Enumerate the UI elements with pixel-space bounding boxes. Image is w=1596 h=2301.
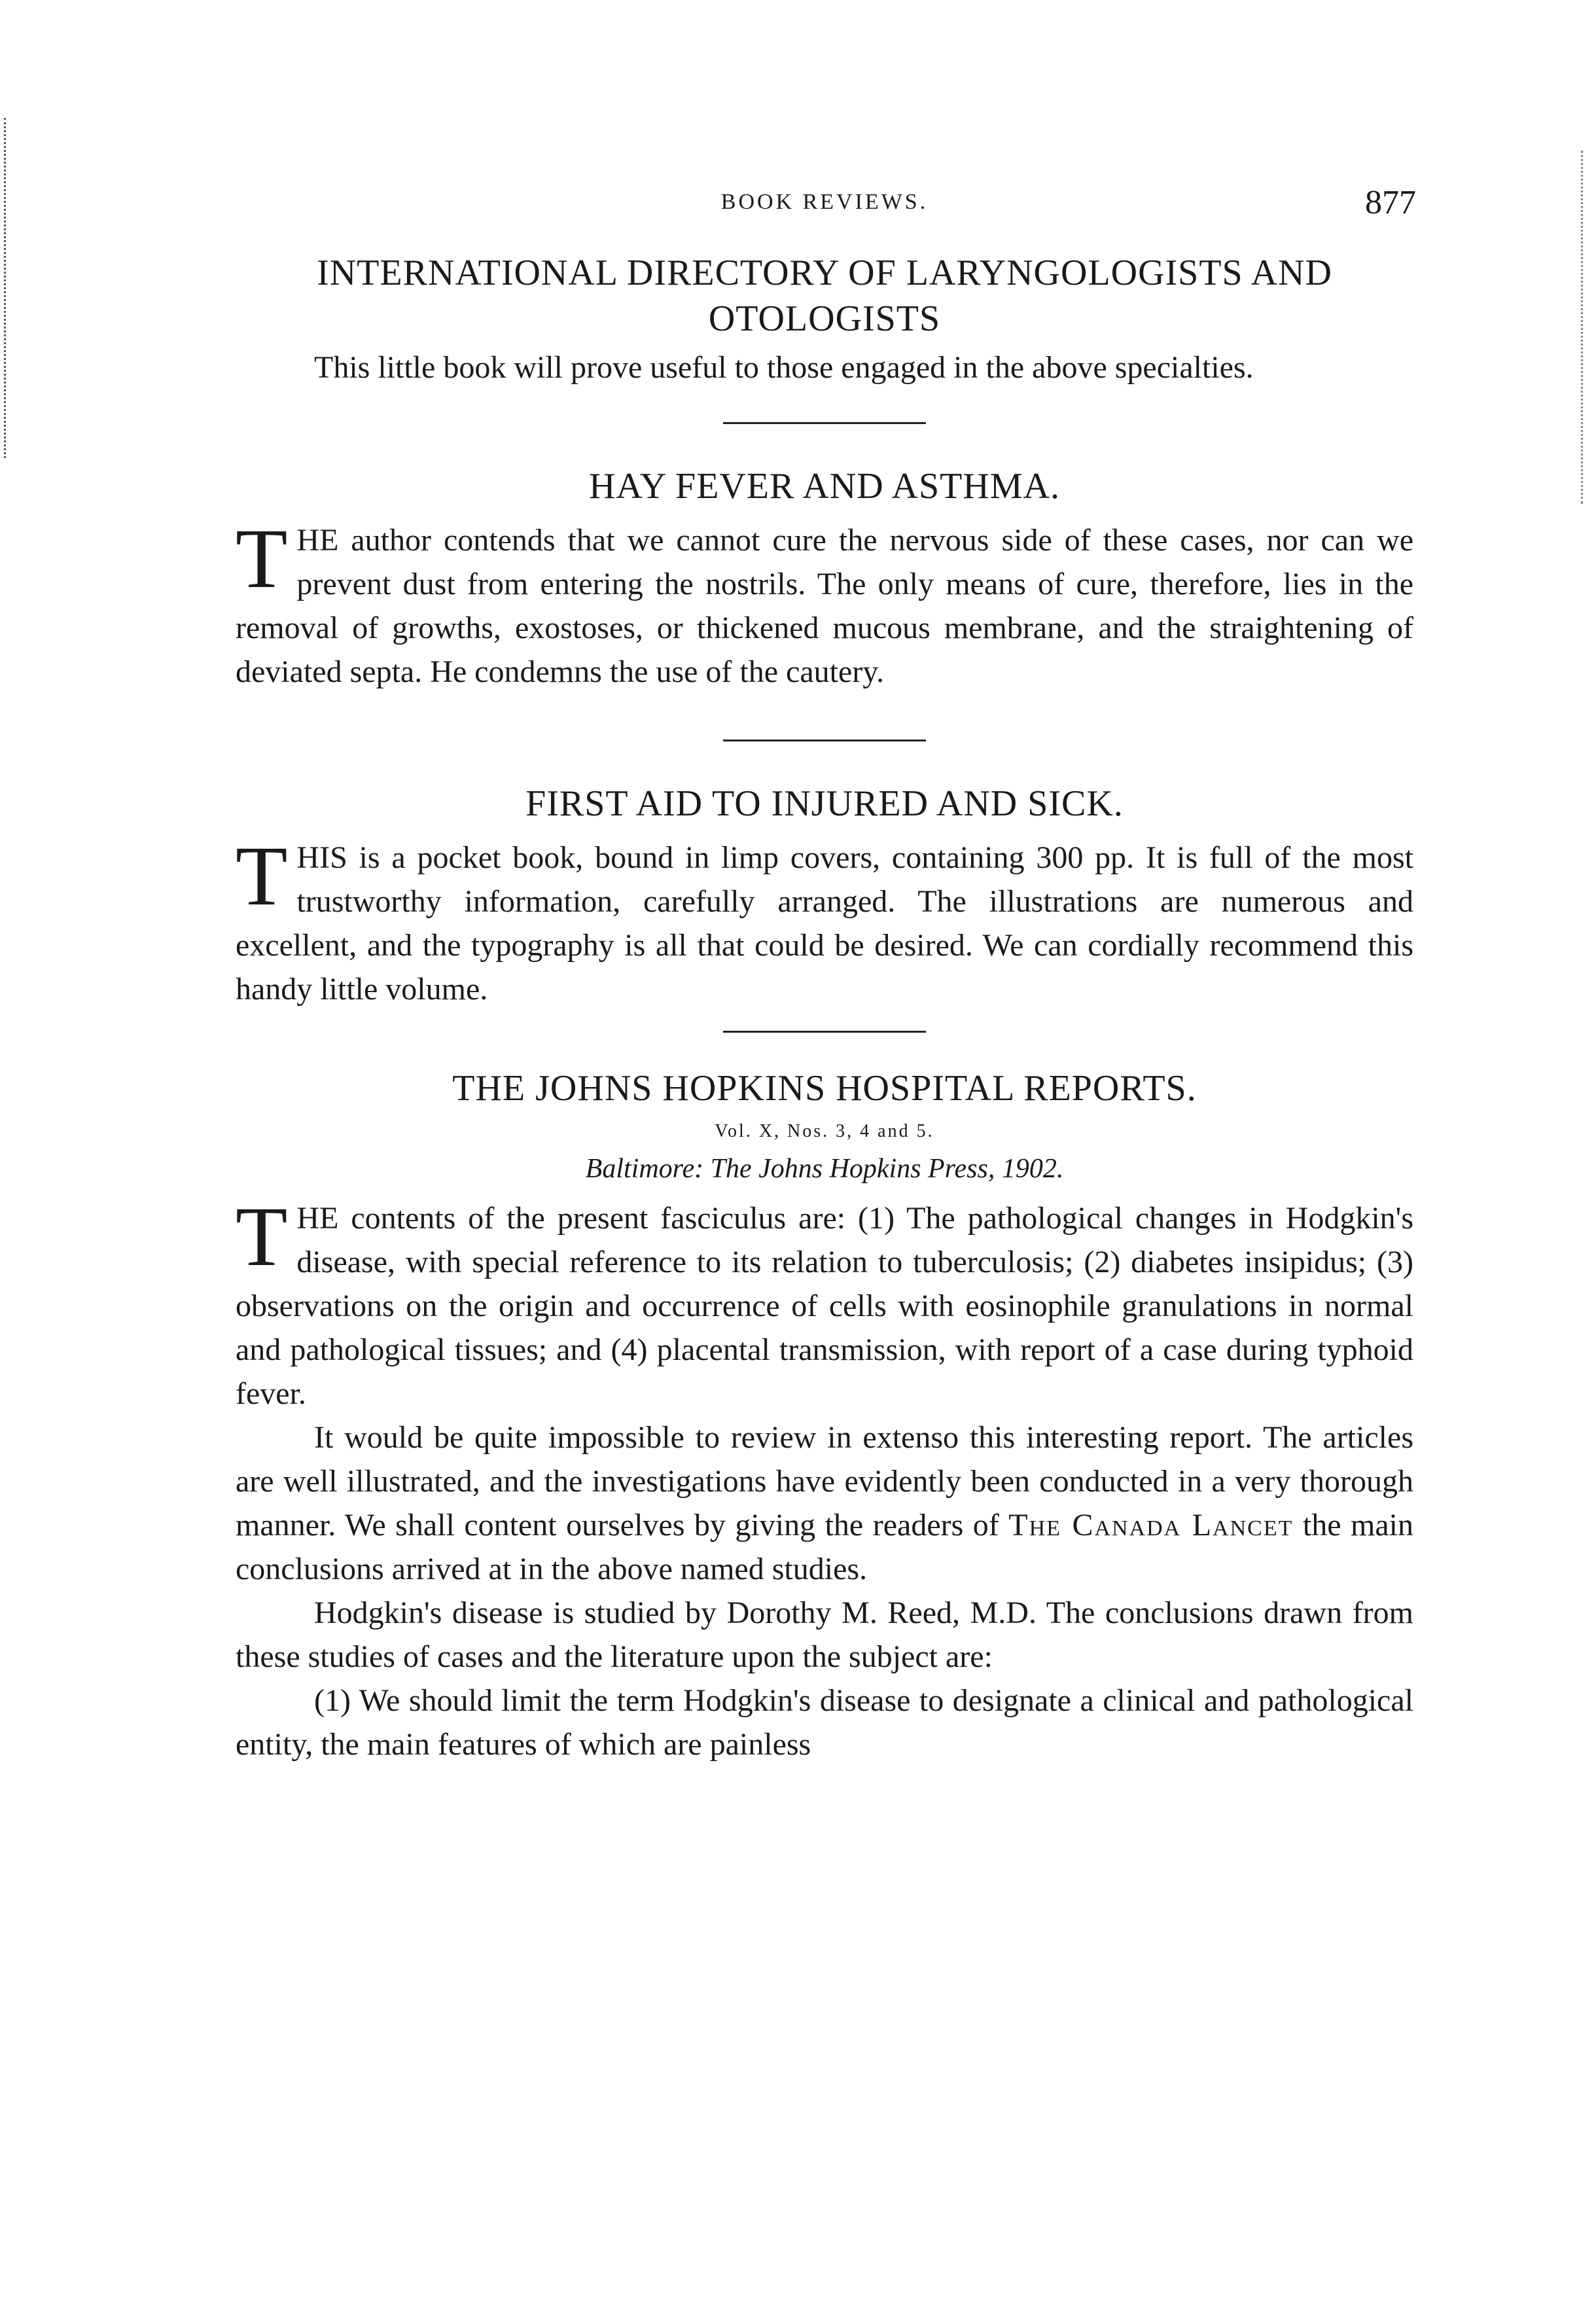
section-body: This little book will prove useful to those engaged in the above specialties.: [314, 350, 1254, 385]
section-hay-fever: [236, 463, 1413, 694]
running-title: BOOK REVIEWS.: [720, 190, 929, 214]
paragraph: Hodgkin's disease is studied by Dorothy M. Reed, M.D. The conclusions drawn from these studies of cases and the literature upon the subject are:: [236, 1596, 1413, 1674]
paragraph: [236, 1416, 1413, 1591]
running-head: [236, 183, 1416, 236]
section-johns-hopkins: [236, 1065, 1413, 1766]
drop-cap: T: [236, 1190, 288, 1284]
section-body: [236, 1190, 1413, 1416]
body-text: HE author contends that we cannot cure the nervous side of these cases, nor can we prevent dust from entering the nostrils. The only means of cure, therefore, lies in the removal of growths, exostoses, or thickened mucous membrane, and the straightening of deviated septa. He condemns the use of the cautery.: [236, 523, 1413, 689]
drop-cap: T: [236, 512, 288, 606]
section-body: [236, 829, 1413, 1011]
right-margin-marks: [1574, 151, 1583, 504]
journal-name: The Canada Lancet: [1008, 1508, 1294, 1543]
section-body: [236, 512, 1413, 694]
divider-rule: [723, 740, 926, 741]
page-number: 877: [1365, 184, 1416, 221]
page: [236, 183, 1416, 1766]
section-title: THE JOHNS HOPKINS HOSPITAL REPORTS.: [452, 1068, 1197, 1109]
paragraph-text: It would be quite impossible to review in extenso this interesting report. The articles are well illustrated, and the investigations have evidently been conducted in a very thorough manner. We shall content ourselves by giving the readers of: [236, 1420, 1413, 1543]
divider-rule: [723, 1031, 926, 1033]
section-title: HAY FEVER AND ASTHMA.: [588, 466, 1061, 507]
drop-cap: T: [236, 829, 288, 923]
section-title-line1: INTERNATIONAL DIRECTORY OF LARYNGOLOGISTS AND: [317, 253, 1332, 293]
section-directory: [236, 250, 1413, 389]
section-title-line2: OTOLOGISTS: [708, 298, 941, 339]
body-text: HE contents of the present fasciculus are: (1) The pathological changes in Hodgkin's disease, with special reference to its relation to tuberculosis; (2) diabetes insipidus; (3) observations on the origin and occurrence of cells with eosinophile granulations in normal and pathological tissues; and (4) placental transmission, with report of a case during typhoid fever.: [236, 1201, 1413, 1411]
imprint-line: Baltimore: The Johns Hopkins Press, 1902.: [585, 1154, 1064, 1184]
volume-line: Vol. X, Nos. 3, 4 and 5.: [715, 1121, 934, 1141]
divider-rule: [723, 422, 926, 424]
paragraph: (1) We should limit the term Hodgkin's disease to designate a clinical and pathological entity, the main features of which are painless: [236, 1683, 1413, 1762]
left-margin-marks: [4, 118, 22, 458]
section-first-aid: [236, 781, 1413, 1011]
paragraph-text: the main conclusions arrived at in the above named studies.: [236, 1508, 1413, 1586]
body-text: HIS is a pocket book, bound in limp covers, containing 300 pp. It is full of the most trustworthy information, carefully arranged. The illustrations are numerous and excellent, and the typography is all that could be desired. We can cordially recommend this handy little volume.: [236, 840, 1413, 1007]
section-title: FIRST AID TO INJURED AND SICK.: [525, 783, 1124, 824]
